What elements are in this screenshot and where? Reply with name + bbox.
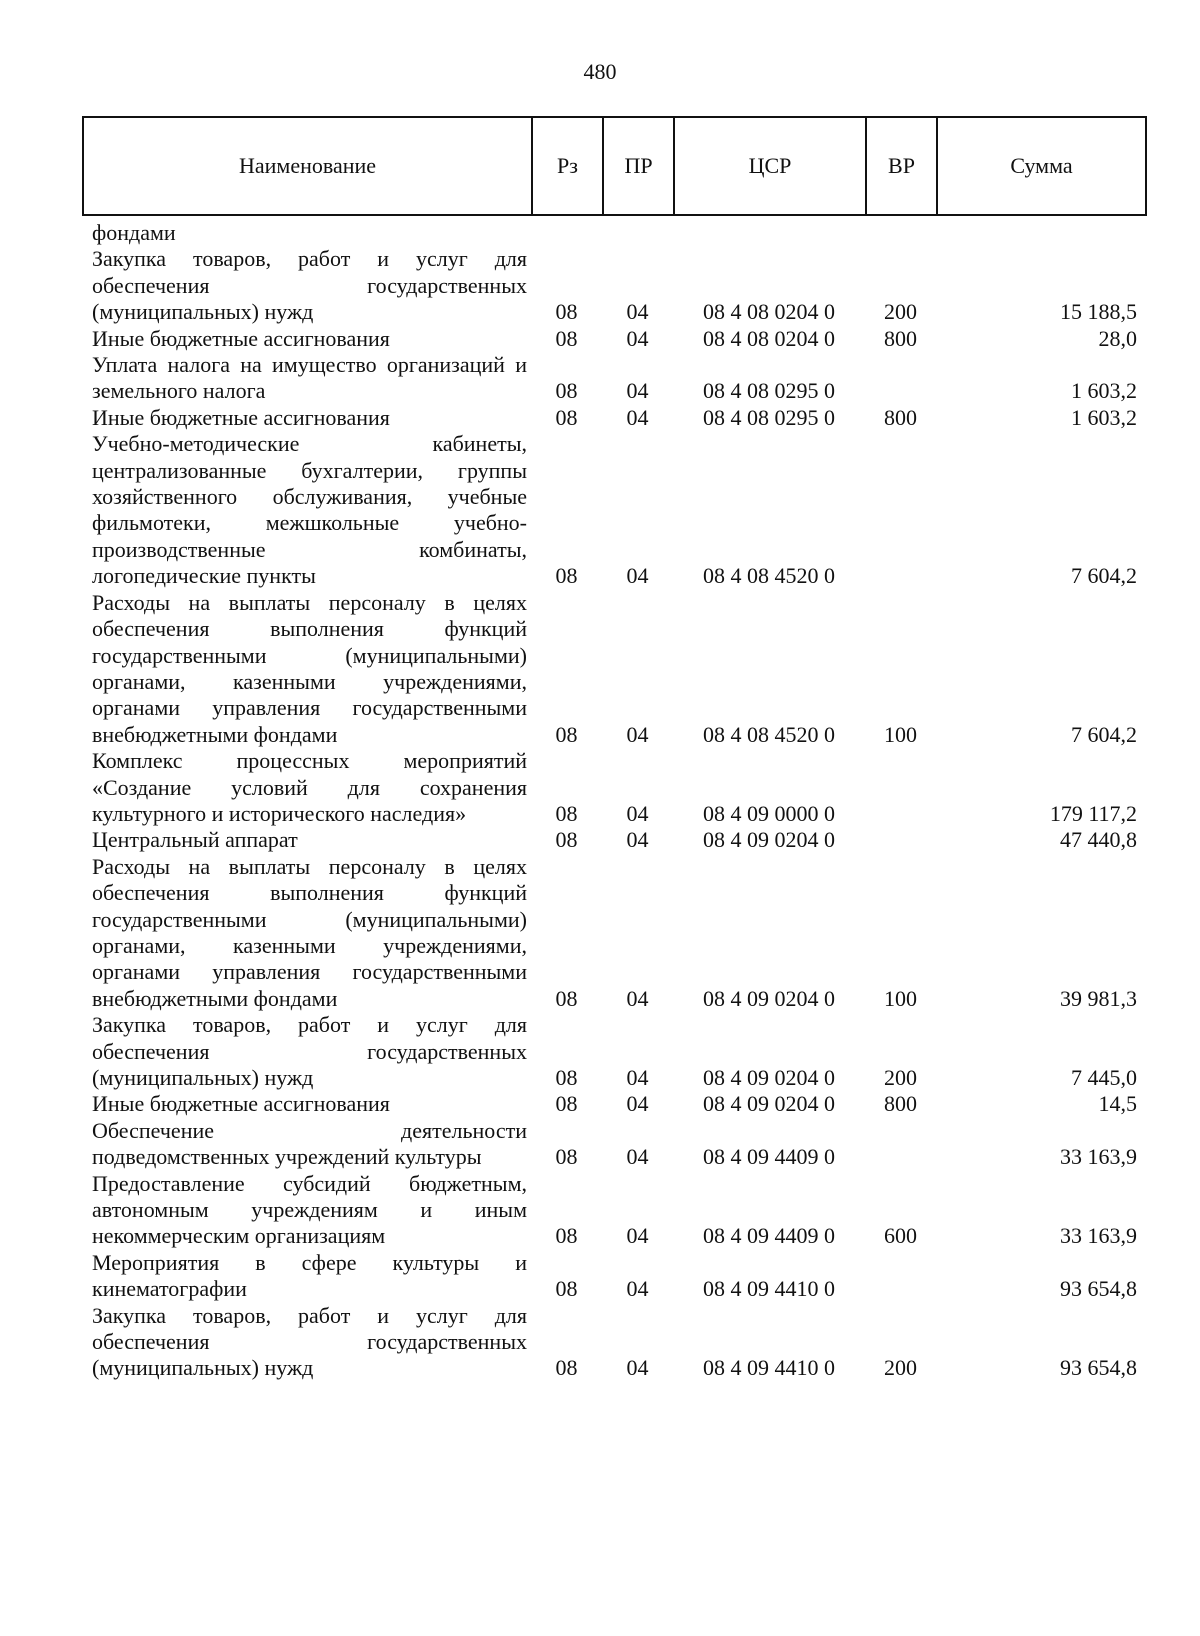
row-sum: 179 117,2: [1049, 800, 1137, 826]
row-pr: 04: [626, 800, 649, 826]
row-rz: 08: [555, 1276, 578, 1302]
row-csr: 08 4 09 0000 0: [703, 800, 835, 826]
row-rz: 08: [555, 1355, 578, 1381]
row-rz: 08: [555, 1223, 578, 1249]
row-rz: 08: [555, 800, 578, 826]
row-csr: 08 4 08 0295 0: [703, 404, 835, 430]
row-name: Уплата налога на имущество организаций и земельного налога: [92, 352, 527, 404]
row-pr: 04: [626, 378, 649, 404]
row-rz: 08: [555, 563, 578, 589]
row-vr: 600: [884, 1223, 917, 1249]
row-name: Обеспечение деятельности подведомственных учреждений культуры: [92, 1117, 527, 1170]
row-vr: 800: [884, 325, 917, 351]
table-row: [82, 590, 1147, 748]
row-name: Предоставление субсидий бюджетным, автономным учреждениям и иным некоммерческим организациям: [92, 1170, 527, 1249]
table-row: [82, 246, 1147, 325]
row-name: Расходы на выплаты персоналу в целях обеспечения выполнения функций государственными (муниципальными) органами, казенными учреждениями, органами управления государственными внебюджетными фондами: [92, 589, 527, 747]
row-pr: 04: [626, 1091, 649, 1117]
row-sum: 47 440,8: [1060, 827, 1137, 853]
row-vr: 200: [884, 1065, 917, 1090]
row-name: Иные бюджетные ассигнования: [92, 1091, 390, 1117]
row-sum: 33 163,9: [1060, 1223, 1137, 1249]
row-sum: 15 188,5: [1060, 299, 1137, 325]
row-pr: 04: [626, 827, 649, 853]
header-csr: ЦСР: [675, 118, 867, 214]
row-rz: 08: [555, 721, 578, 747]
row-sum: 14,5: [1098, 1091, 1137, 1117]
row-csr: 08 4 08 0204 0: [703, 325, 835, 351]
row-csr: 08 4 09 0204 0: [703, 985, 835, 1011]
row-pr: 04: [626, 404, 649, 430]
row-rz: 08: [555, 1091, 578, 1117]
row-rz: 08: [555, 378, 578, 404]
row-csr: 08 4 09 0204 0: [703, 1091, 835, 1117]
table-row: [82, 431, 1147, 589]
row-pr: 04: [626, 299, 649, 325]
table-row: [82, 854, 1147, 1012]
row-name: Закупка товаров, работ и услуг для обеспечения государственных (муниципальных) нужд: [92, 1302, 527, 1381]
row-pr: 04: [626, 1355, 649, 1381]
table-header: [82, 116, 1147, 216]
row-pr: 04: [626, 721, 649, 747]
table-row: [82, 326, 1147, 352]
row-rz: 08: [555, 299, 578, 325]
row-sum: 7 604,2: [1071, 563, 1137, 589]
row-rz: 08: [555, 404, 578, 430]
row-csr: 08 4 09 0204 0: [703, 1065, 835, 1090]
table-row: [82, 1171, 1147, 1250]
row-vr: 800: [884, 1091, 917, 1117]
row-sum: 93 654,8: [1060, 1276, 1137, 1302]
header-name: Наименование: [84, 118, 533, 214]
row-name: Комплекс процессных мероприятий «Создание условий для сохранения культурного и исторического наследия»: [92, 748, 527, 826]
row-csr: 08 4 09 4410 0: [703, 1276, 835, 1302]
table-body: [82, 220, 1147, 1382]
row-sum: 1 603,2: [1071, 404, 1137, 430]
row-rz: 08: [555, 1065, 578, 1090]
row-name: фондами: [92, 220, 176, 245]
row-vr: 200: [884, 1355, 917, 1381]
row-sum: 93 654,8: [1060, 1355, 1137, 1381]
row-csr: 08 4 09 4409 0: [703, 1144, 835, 1170]
table-row: [82, 748, 1147, 827]
row-sum: 33 163,9: [1060, 1144, 1137, 1170]
row-csr: 08 4 08 0295 0: [703, 378, 835, 404]
table-row: [82, 405, 1147, 431]
header-pr: ПР: [604, 118, 675, 214]
row-pr: 04: [626, 325, 649, 351]
header-vr: ВР: [867, 118, 938, 214]
row-name: Иные бюджетные ассигнования: [92, 325, 390, 351]
table-row: [82, 827, 1147, 853]
row-sum: 1 603,2: [1071, 378, 1137, 404]
row-name: Закупка товаров, работ и услуг для обеспечения государственных (муниципальных) нужд: [92, 1012, 527, 1090]
table-row: [82, 1091, 1147, 1117]
row-csr: 08 4 08 4520 0: [703, 563, 835, 589]
row-csr: 08 4 09 0204 0: [703, 827, 835, 853]
row-pr: 04: [626, 985, 649, 1011]
table-row: [82, 1012, 1147, 1091]
row-rz: 08: [555, 827, 578, 853]
table-row: [82, 352, 1147, 405]
row-rz: 08: [555, 1144, 578, 1170]
row-csr: 08 4 08 0204 0: [703, 299, 835, 325]
row-vr: 800: [884, 404, 917, 430]
row-vr: 100: [884, 721, 917, 747]
row-csr: 08 4 09 4410 0: [703, 1355, 835, 1381]
row-sum: 7 445,0: [1071, 1065, 1137, 1090]
row-pr: 04: [626, 1144, 649, 1170]
row-rz: 08: [555, 985, 578, 1011]
row-name: Расходы на выплаты персоналу в целях обеспечения выполнения функций государственными (муниципальными) органами, казенными учреждениями, органами управления государственными внебюджетными фондами: [92, 853, 527, 1011]
row-name: Мероприятия в сфере культуры и кинематографии: [92, 1249, 527, 1302]
table-row: [82, 1303, 1147, 1382]
header-sum: Сумма: [1010, 153, 1073, 178]
row-name: Центральный аппарат: [92, 827, 298, 853]
row-name: Иные бюджетные ассигнования: [92, 404, 390, 430]
table-row: [82, 1118, 1147, 1171]
row-name: Учебно-методические кабинеты, централизованные бухгалтерии, группы хозяйственного обслуживания, учебные фильмотеки, межшкольные учебно-производственные комбинаты, логопедические пункты: [92, 431, 527, 589]
table-row: [82, 220, 1147, 246]
row-csr: 08 4 09 4409 0: [703, 1223, 835, 1249]
row-pr: 04: [626, 1223, 649, 1249]
page-number: 480: [583, 59, 617, 84]
row-vr: 200: [884, 299, 917, 325]
row-pr: 04: [626, 563, 649, 589]
row-sum: 7 604,2: [1071, 721, 1137, 747]
row-rz: 08: [555, 325, 578, 351]
row-sum: 28,0: [1098, 325, 1137, 351]
header-rz: Рз: [533, 118, 604, 214]
row-name: Закупка товаров, работ и услуг для обеспечения государственных (муниципальных) нужд: [92, 246, 527, 325]
row-csr: 08 4 08 4520 0: [703, 721, 835, 747]
row-sum: 39 981,3: [1060, 985, 1137, 1011]
table-row: [82, 1250, 1147, 1303]
row-pr: 04: [626, 1065, 649, 1090]
row-pr: 04: [626, 1276, 649, 1302]
row-vr: 100: [884, 985, 917, 1011]
